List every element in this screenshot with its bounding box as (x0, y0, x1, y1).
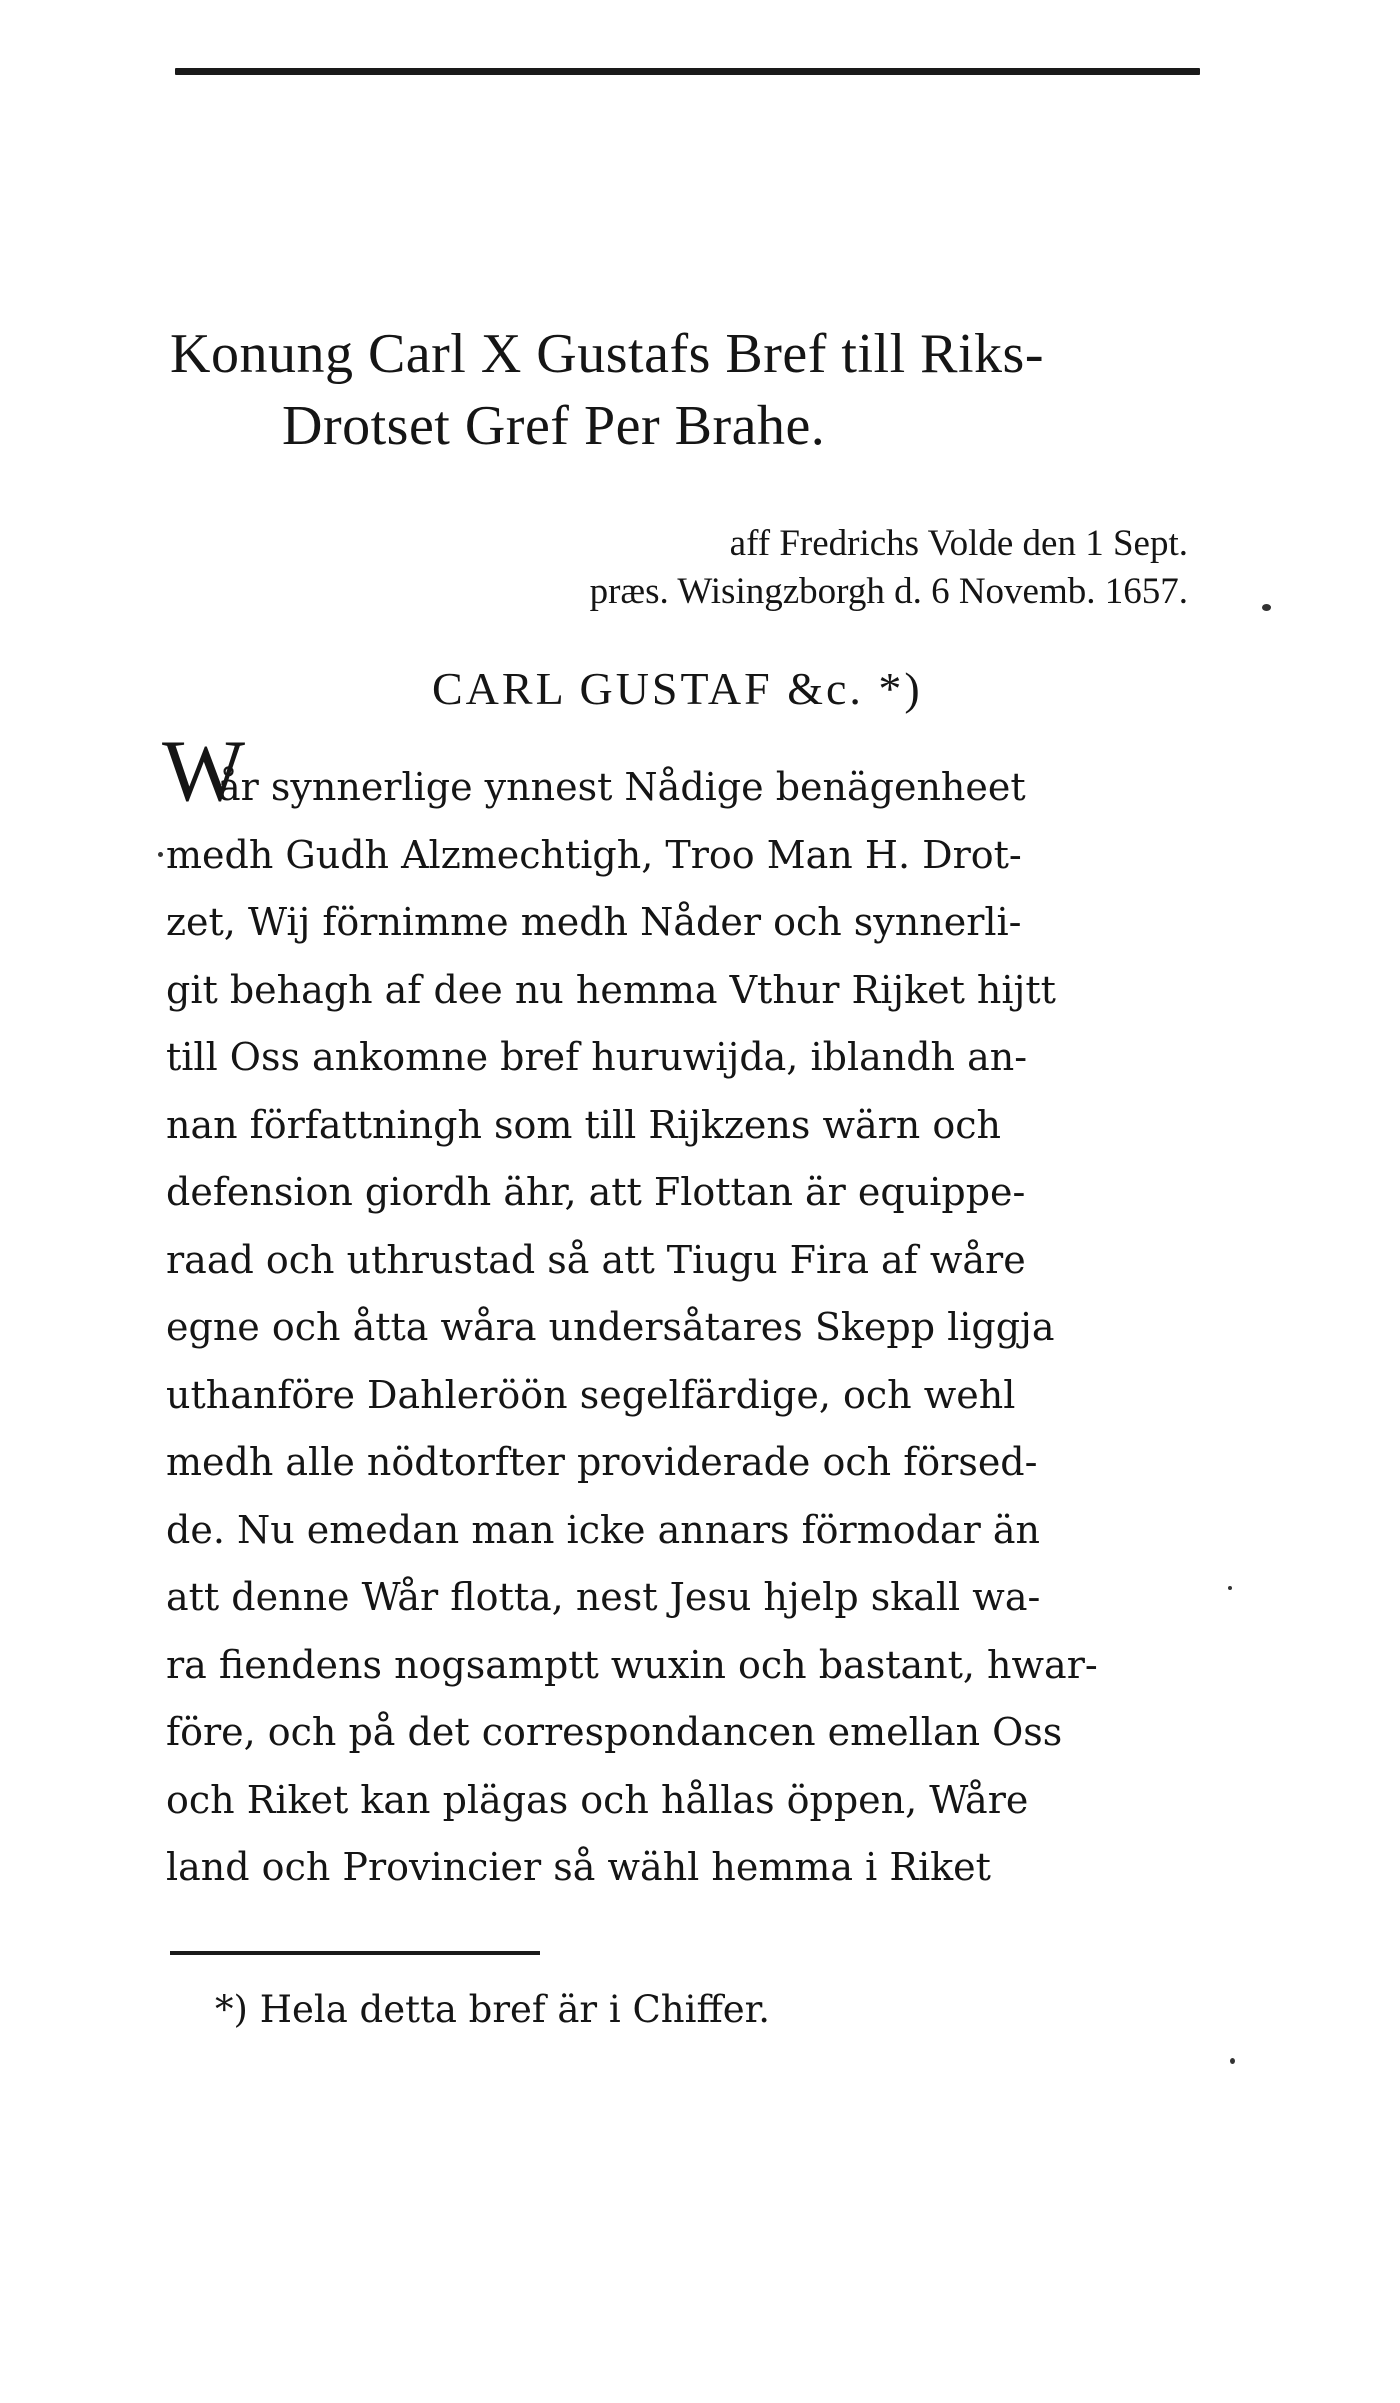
title-line-1: Konung Carl X Gustafs Bref till Riks- (170, 323, 1044, 385)
dateline (590, 520, 1188, 616)
body-line: medh alle nödtorfter providerade och försed- (166, 1440, 1038, 1484)
body-line: ra fiendens nogsamptt wuxin och bastant, hwar- (166, 1642, 1098, 1687)
letter-title (170, 318, 1230, 462)
dateline-sent: aff Fredrichs Volde den 1 Sept. (729, 523, 1188, 564)
body-line: egne och åtta wåra undersåtares Skepp liggja (166, 1305, 1055, 1349)
scan-speck (1262, 604, 1271, 611)
salutation: CARL GUSTAF &c. *) (432, 663, 923, 714)
body-line: år synnerlige ynnest Nådige benägenheet (218, 765, 1026, 809)
top-rule (175, 68, 1200, 75)
scan-speck (1228, 1586, 1232, 1590)
body-line: zet, Wij förnimme medh Nåder och synnerli- (166, 900, 1022, 944)
body-line: defension giordh ähr, att Flottan är equippe- (166, 1170, 1026, 1214)
title-line-2: Drotset Gref Per Brahe. (282, 395, 826, 457)
body-line: land och Provincier så wähl hemma i Riket (166, 1845, 991, 1889)
dateline-received: præs. Wisingzborgh d. 6 Novemb. 1657. (589, 571, 1188, 612)
body-line: raad och uthrustad så att Tiugu Fira af wåre (166, 1237, 1026, 1282)
letter-body (166, 754, 1218, 1902)
scan-speck (1230, 2058, 1235, 2064)
footnote: *) Hela detta bref är i Chiffer. (215, 1988, 771, 2031)
drop-cap: W (162, 723, 246, 820)
body-line: att denne Wår flotta, nest Jesu hjelp skall wa- (166, 1575, 1041, 1619)
body-line: de. Nu emedan man icke annars förmodar än (166, 1507, 1040, 1552)
body-line: och Riket kan plägas och hållas öppen, Wåre (166, 1777, 1029, 1822)
footnote-rule (170, 1951, 540, 1955)
body-line: nan författningh som till Rijkzens wärn och (166, 1102, 1001, 1147)
body-line: medh Gudh Alzmechtigh, Troo Man H. Drot- (166, 832, 1022, 877)
scan-speck (158, 852, 163, 857)
body-line: till Oss ankomne bref huruwijda, iblandh an- (166, 1035, 1028, 1079)
body-line: uthanföre Dahleröön segelfärdige, och wehl (166, 1372, 1016, 1417)
body-line: före, och på det correspondancen emellan Oss (166, 1710, 1063, 1754)
body-line: git behagh af dee nu hemma Vthur Rijket hijtt (166, 967, 1056, 1012)
